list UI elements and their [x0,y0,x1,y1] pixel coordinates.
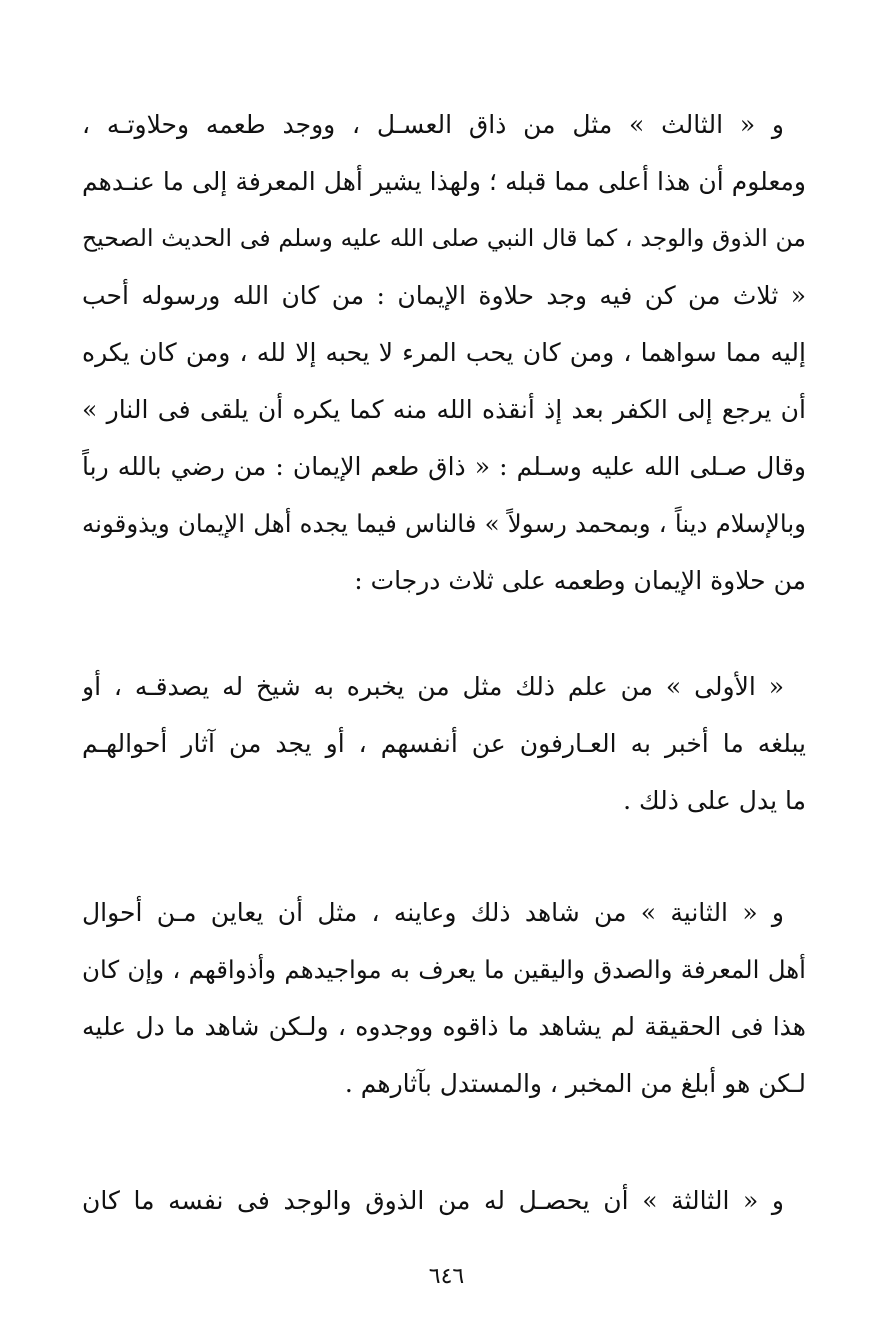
text-line: ومعلوم أن هذا أعلى مما قبله ؛ ولهذا يشير أهل المعرفة إلى ما عنـدهم [82,167,806,196]
paragraph-second-degree [82,884,806,1112]
text-line: إليه مما سواهما ، ومن كان يحب المرء لا يحبه إلا لله ، ومن كان يكره [82,338,806,367]
text-line: « الأولى » من علم ذلك مثل من يخبره به شيخ له يصدقـه ، أو [82,672,784,701]
paragraph-third-level [82,96,806,609]
text-line: لـكن هو أبلغ من المخبر ، والمستدل بآثارهم . [344,1069,806,1098]
text-line: وقال صـلى الله عليه وسـلم : « ذاق طعم الإيمان : من رضي بالله رباً [82,452,806,481]
text-line: من حلاوة الإيمان وطعمه على ثلاث درجات : [354,566,806,595]
paragraph-third-degree [82,1172,806,1229]
text-line: و « الثالث » مثل من ذاق العسـل ، ووجد طعمه وحلاوتـه ، [82,110,784,139]
text-line: أهل المعرفة والصدق واليقين ما يعرف به مواجيدهم وأذواقهم ، وإن كان [82,955,806,984]
text-line: « ثلاث من كن فيه وجد حلاوة الإيمان : من كان الله ورسوله أحب [82,281,806,310]
text-line: يبلغه ما أخبر به العـارفون عن أنفسهم ، أو يجد من آثار أحوالهـم [82,729,806,758]
text-line: أن يرجع إلى الكفر بعد إذ أنقذه الله منه كما يكره أن يلقى فى النار » [82,395,806,424]
text-line: هذا فى الحقيقة لم يشاهد ما ذاقوه ووجدوه ، ولـكن شاهد ما دل عليه [82,1012,806,1041]
text-line: وبالإسلام ديناً ، وبمحمد رسولاً » فالناس فيما يجده أهل الإيمان ويذوقونه [82,509,806,538]
text-line: و « الثانية » من شاهد ذلك وعاينه ، مثل أن يعاين مـن أحوال [82,898,784,927]
text-line: و « الثالثة » أن يحصـل له من الذوق والوجد فى نفسه ما كان [82,1186,784,1215]
text-line: ما يدل على ذلك . [623,786,806,815]
text-line: من الذوق والوجد ، كما قال النبي صلى الله عليه وسلم فى الحديث الصحيح [82,224,806,252]
paragraph-first-degree [82,658,806,829]
page-number: ٦٤٦ [428,1264,465,1289]
